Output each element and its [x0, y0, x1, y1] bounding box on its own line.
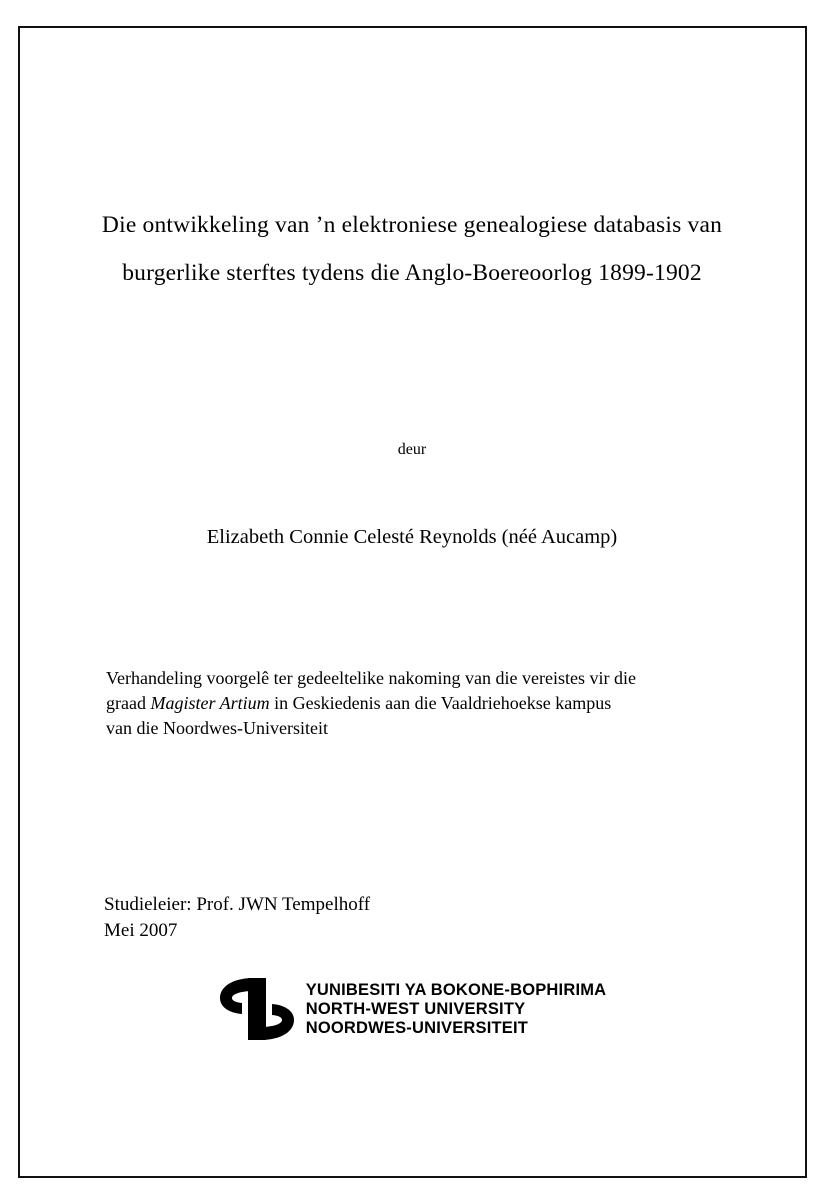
by-label: deur	[397, 441, 427, 458]
nwu-logo-icon	[218, 976, 296, 1042]
degree-name-italic: Magister Artium	[150, 693, 270, 713]
degree-statement-line-2	[106, 691, 720, 716]
degree-statement	[106, 666, 720, 741]
date-line: Mei 2007	[104, 920, 178, 941]
supervisor-line: Studieleier: Prof. JWN Tempelhoff	[104, 894, 371, 915]
logo-text-line-2: NORTH-WEST UNIVERSITY	[305, 999, 526, 1018]
logo-text-line-3: NOORDWES-UNIVERSITEIT	[305, 1018, 529, 1037]
thesis-title	[82, 201, 742, 297]
degree-statement-line-3: van die Noordwes-Universiteit	[106, 718, 328, 738]
supervisor-block	[104, 892, 604, 944]
degree-statement-line-1: Verhandeling voorgelê ter gedeeltelike nakoming van die vereistes vir die	[106, 668, 636, 688]
university-logo-text	[306, 981, 607, 1038]
title-line-1: Die ontwikkeling van ’n elektroniese genealogiese databasis van	[101, 212, 723, 238]
page-content	[82, 26, 742, 1178]
degree-statement-line-2-pre: graad	[106, 693, 151, 713]
university-logo	[82, 976, 742, 1042]
author-name: Elizabeth Connie Celesté Reynolds (néé Aucamp)	[206, 526, 618, 548]
title-line-2: burgerlike sterftes tydens die Anglo-Boereoorlog 1899-1902	[122, 260, 702, 286]
degree-statement-line-2-post: in Geskiedenis aan die Vaaldriehoekse kampus	[269, 693, 612, 713]
logo-text-line-1: YUNIBESITI YA BOKONE-BOPHIRIMA	[305, 980, 607, 999]
